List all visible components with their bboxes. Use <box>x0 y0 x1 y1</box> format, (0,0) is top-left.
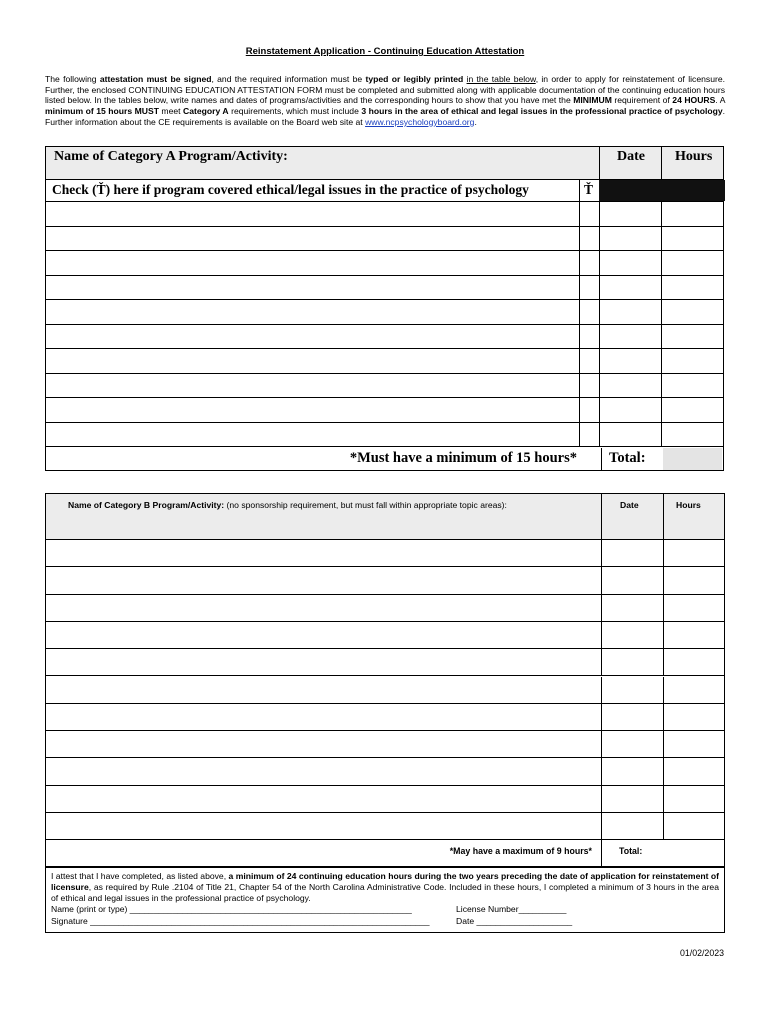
signature-field[interactable]: Signature _______________________________________________________________________ <box>51 916 430 926</box>
category-b-entry-row[interactable] <box>46 704 724 731</box>
date-field[interactable]: Date ____________________ <box>456 916 573 926</box>
category-a-entry-row[interactable] <box>46 423 723 448</box>
category-b-table <box>45 493 725 867</box>
ethics-check-row <box>46 180 723 202</box>
category-b-maximum-note: *May have a maximum of 9 hours* <box>449 846 592 856</box>
hours-blackout <box>661 180 725 201</box>
category-a-entry-row[interactable] <box>46 276 723 301</box>
category-b-entry-row[interactable] <box>46 540 724 567</box>
instructions-paragraph: The following attestation must be signed, and the required information must be typed or legibly printed in the table below, in order to apply for reinstatement of licensure. Further, the enclosed CONTINUING EDUCATION ATTESTATION FORM must be completed and submitted along with applicable documentation of the continuing education hours listed below. In the tables below, write names and dates of programs/activities and the corresponding hours to show that you have met the MINIMUM requirement of 24 HOURS. A minimum of 15 hours MUST meet Category A requirements, which must include 3 hours in the area of ethical and legal issues in the professional practice of psychology. Further information about the CE requirements is available on the Board web site at www.ncpsychologyboard.org. <box>45 74 726 127</box>
category-b-footer <box>46 839 724 866</box>
category-a-header <box>46 147 723 180</box>
license-number-field[interactable]: License Number__________ <box>456 904 567 914</box>
attestation-box <box>45 867 725 933</box>
category-a-minimum-note: *Must have a minimum of 15 hours* <box>349 450 577 466</box>
category-a-total-label: Total: <box>609 450 646 466</box>
category-a-entry-row[interactable] <box>46 325 723 350</box>
category-a-hours-header: Hours <box>675 149 713 164</box>
page-title: Reinstatement Application - Continuing Education Attestation <box>245 46 525 57</box>
category-b-entry-row[interactable] <box>46 595 724 622</box>
category-b-entry-row[interactable] <box>46 786 724 813</box>
category-b-entry-row[interactable] <box>46 622 724 649</box>
date-blackout <box>599 180 661 201</box>
category-a-footer <box>46 448 723 470</box>
category-a-entry-row[interactable] <box>46 251 723 276</box>
category-b-entry-row[interactable] <box>46 567 724 594</box>
category-a-entry-row[interactable] <box>46 398 723 423</box>
category-a-entry-row[interactable] <box>46 374 723 399</box>
ethics-check-label: Check (Ť) here if program covered ethical/legal issues in the practice of psychology <box>52 182 529 197</box>
category-a-name-header: Name of Category A Program/Activity: <box>54 149 288 164</box>
category-b-total-label: Total: <box>619 846 643 856</box>
category-a-total-field[interactable] <box>663 448 722 470</box>
category-a-entry-row[interactable] <box>46 300 723 325</box>
category-a-entry-row[interactable] <box>46 202 723 227</box>
name-field[interactable]: Name (print or type) ___________________________________________________________ <box>51 904 412 914</box>
attestation-statement: I attest that I have completed, as listed above, a minimum of 24 continuing education hours during the two years preceding the date of application for reinstatement of licensure, as required by Rule .2104 of Title 21, Chapter 54 of the North Carolina Administrative Code. Included in these hours, I completed a minimum of 3 hours in the area of ethical and legal issues in the professional practice of psychology. <box>51 871 719 903</box>
category-a-entry-row[interactable] <box>46 349 723 374</box>
category-b-name-header: Name of Category B Program/Activity: (no sponsorship requirement, but must fall within appropriate topic areas): <box>68 500 507 510</box>
category-b-entry-row[interactable] <box>46 758 724 785</box>
category-a-entry-row[interactable] <box>46 227 723 252</box>
category-b-entry-row[interactable] <box>46 813 724 840</box>
category-a-date-header: Date <box>617 149 645 164</box>
category-b-hours-header: Hours <box>676 500 701 510</box>
category-b-date-header: Date <box>620 500 639 510</box>
category-b-entry-row[interactable] <box>46 649 724 676</box>
revision-date: 01/02/2023 <box>679 948 724 958</box>
category-b-entry-row[interactable] <box>46 731 724 758</box>
category-b-entry-row[interactable] <box>46 677 724 704</box>
category-a-table <box>45 146 724 471</box>
category-b-header <box>46 494 724 540</box>
ethics-check-symbol: Ť <box>584 182 594 197</box>
board-website-link[interactable]: www.ncpsychologyboard.org <box>365 116 475 127</box>
